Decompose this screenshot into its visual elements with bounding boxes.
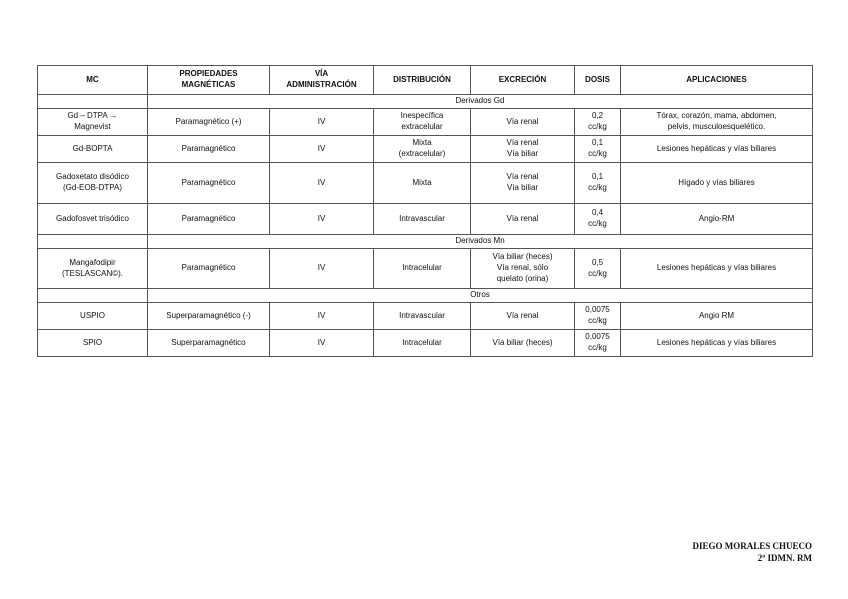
cell-excrecion: Vía renal bbox=[471, 303, 575, 330]
author-name: DIEGO MORALES CHUECO bbox=[692, 541, 812, 551]
group-row-gd bbox=[38, 95, 813, 109]
cell-via: IV bbox=[270, 163, 374, 204]
table-row bbox=[38, 204, 813, 235]
cell-distribucion: Intravascular bbox=[374, 204, 471, 235]
group-label-mn: Derivados Mn bbox=[148, 235, 813, 249]
table-row bbox=[38, 303, 813, 330]
header-row bbox=[38, 66, 813, 95]
cell-mc: Mangafodipir (TESLASCAN©). bbox=[38, 249, 148, 289]
cell-mc: USPIO bbox=[38, 303, 148, 330]
cell-dosis: 0,0075 cc/kg bbox=[575, 330, 621, 357]
cell-via: IV bbox=[270, 303, 374, 330]
cell-propiedades: Superparamagnético (-) bbox=[148, 303, 270, 330]
cell-distribucion: Mixta (extracelular) bbox=[374, 136, 471, 163]
cell-aplicaciones: Angio-RM bbox=[621, 204, 813, 235]
cell-distribucion: Mixta bbox=[374, 163, 471, 204]
header-aplicaciones: APLICACIONES bbox=[621, 66, 813, 95]
cell-propiedades: Paramagnético (+) bbox=[148, 109, 270, 136]
cell-aplicaciones: Tórax, corazón, mama, abdomen, pelvis, musculoesquelético. bbox=[621, 109, 813, 136]
cell-dosis: 0,2 cc/kg bbox=[575, 109, 621, 136]
cell-propiedades: Superparamagnético bbox=[148, 330, 270, 357]
course-label: 2º IDMN. RM bbox=[757, 552, 812, 563]
cell-mc: Gd-BOPTA bbox=[38, 136, 148, 163]
cell-propiedades: Paramagnético bbox=[148, 204, 270, 235]
cell-aplicaciones: Hígado y vías biliares bbox=[621, 163, 813, 204]
table-row bbox=[38, 136, 813, 163]
header-dosis: DOSIS bbox=[575, 66, 621, 95]
contrast-media-table bbox=[37, 65, 813, 357]
cell-aplicaciones: Lesiones hepáticas y vías biliares bbox=[621, 136, 813, 163]
cell-aplicaciones: Angio RM bbox=[621, 303, 813, 330]
cell-excrecion: Vía biliar (heces) bbox=[471, 330, 575, 357]
cell-dosis: 0,4 cc/kg bbox=[575, 204, 621, 235]
cell-distribucion: Inespecífica extracelular bbox=[374, 109, 471, 136]
table-row bbox=[38, 330, 813, 357]
table-row bbox=[38, 249, 813, 289]
footer-signature bbox=[692, 541, 812, 564]
cell-excrecion: Vía renal bbox=[471, 109, 575, 136]
cell-propiedades: Paramagnético bbox=[148, 163, 270, 204]
group-row-mn bbox=[38, 235, 813, 249]
header-mc: MC bbox=[38, 66, 148, 95]
cell-dosis: 0,1 cc/kg bbox=[575, 136, 621, 163]
cell-via: IV bbox=[270, 204, 374, 235]
group-label-otros: Otros bbox=[148, 289, 813, 303]
cell-aplicaciones: Lesiones hepáticas y vías biliares bbox=[621, 249, 813, 289]
cell-via: IV bbox=[270, 136, 374, 163]
cell-excrecion: Vía renal Vía biliar bbox=[471, 163, 575, 204]
cell-dosis: 0,1 cc/kg bbox=[575, 163, 621, 204]
cell-via: IV bbox=[270, 249, 374, 289]
cell-distribucion: Intracelular bbox=[374, 330, 471, 357]
cell-mc: Gadoxetato disódico (Gd-EOB-DTPA) bbox=[38, 163, 148, 204]
cell-aplicaciones: Lesiones hepáticas y vías biliares bbox=[621, 330, 813, 357]
cell-dosis: 0,0075 cc/kg bbox=[575, 303, 621, 330]
header-excrecion: EXCRECIÓN bbox=[471, 66, 575, 95]
cell-excrecion: Vía renal bbox=[471, 204, 575, 235]
cell-distribucion: Intravascular bbox=[374, 303, 471, 330]
table-row bbox=[38, 163, 813, 204]
header-propiedades: PROPIEDADES MAGNÉTICAS bbox=[148, 66, 270, 95]
table-row bbox=[38, 109, 813, 136]
cell-excrecion: Vía biliar (heces) Vía renal, sólo quelato (orina) bbox=[471, 249, 575, 289]
cell-distribucion: Intracelular bbox=[374, 249, 471, 289]
header-distribucion: DISTRIBUCIÓN bbox=[374, 66, 471, 95]
cell-propiedades: Paramagnético bbox=[148, 136, 270, 163]
cell-via: IV bbox=[270, 109, 374, 136]
group-label-gd: Derivados Gd bbox=[148, 95, 813, 109]
group-row-otros bbox=[38, 289, 813, 303]
cell-via: IV bbox=[270, 330, 374, 357]
cell-excrecion: Vía renal Vía biliar bbox=[471, 136, 575, 163]
cell-mc: Gd – DTPA → Magnevist bbox=[38, 109, 148, 136]
cell-mc: SPIO bbox=[38, 330, 148, 357]
cell-mc: Gadofosvet trisódico bbox=[38, 204, 148, 235]
cell-dosis: 0,5 cc/kg bbox=[575, 249, 621, 289]
header-via: VÍA ADMINISTRACIÓN bbox=[270, 66, 374, 95]
cell-propiedades: Paramagnético bbox=[148, 249, 270, 289]
